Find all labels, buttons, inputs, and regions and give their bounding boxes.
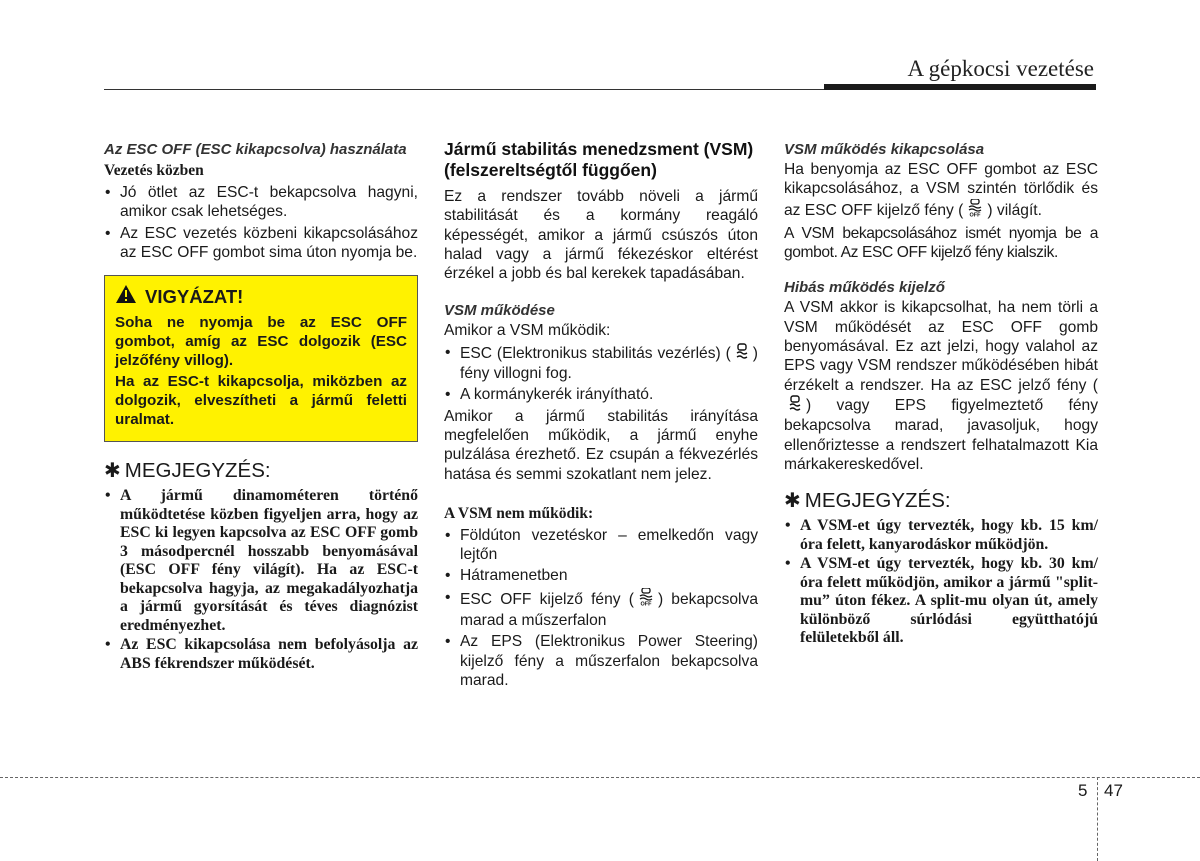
- esc-off-icon: [637, 588, 655, 611]
- vsm-operation-list: [444, 343, 758, 405]
- list-item: • A VSM-et úgy tervezték, hogy kb. 15 km/óra felett, kanyarodáskor működjön.: [784, 517, 1098, 554]
- svg-text:OFF: OFF: [640, 601, 652, 606]
- warning-title: VIGYÁZAT!: [145, 285, 244, 307]
- vsm-on-paragraph: A VSM bekapcsolásához ismét nyomja be a gombot. Az ESC OFF kijelző fény kialszik.: [784, 224, 1098, 262]
- note-list: [784, 517, 1098, 648]
- esc-off-icon: [966, 199, 984, 222]
- column-middle: [444, 134, 758, 692]
- note-title-row: [784, 488, 1098, 513]
- list-item: • A jármű dinamométeren történő működtetése közben figyeljen arra, hogy az ESC ki legyen kapcsolva az ESC OFF gomb 3 másodpercnél hosszabb benyomásával (ESC OFF fény világít). Ha az ESC-t bekapcsolva hagyja, az megakadályozhatja a jármű gyorsítását és téves diagnózist eredményezhet.: [104, 487, 418, 635]
- esc-indicator-icon: [734, 343, 750, 364]
- list-item: • Az ESC kikapcsolása nem befolyásolja az ABS fékrendszer működését.: [104, 636, 418, 673]
- list-item: • ESC OFF kijelző fény ( OFF ) bekapcsolva marad a műszerfalon: [444, 588, 758, 631]
- note-list: [104, 487, 418, 673]
- header-rule-accent: [824, 84, 1096, 90]
- note-star-icon: ✱: [784, 490, 801, 513]
- warning-text: Ha az ESC-t kikapcsolja, miközben az dolgozik, elveszítheti a jármű feletti uralmat.: [115, 373, 407, 429]
- vsm-section-heading: Jármű stabilitás menedzsment (VSM) (felszereltségtől függően): [444, 139, 754, 180]
- fault-paragraph: A VSM akkor is kikapcsolhat, ha nem törli a VSM működését az ESC OFF gomb benyomásával. Ez azt jelzi, hogy valahol az EPS vagy VSM rendszer működésében hibát érzékelt a rendszer. Ha az ESC jelző fény () vagy EPS figyelmeztető fény bekapcsolva marad, javasoljuk, hogy ellenőriztesse a rendszert felhatalmazott Kia márkakereskedővel.: [784, 299, 1098, 473]
- list-item: • Jó ötlet az ESC-t bekapcsolva hagyni, amikor csak lehetséges.: [104, 183, 418, 222]
- list-item: • Az ESC vezetés közbeni kikapcsolásához az ESC OFF gombot sima úton nyomja be.: [104, 224, 418, 263]
- vsm-off-paragraph: Ha benyomja az ESC OFF gombot az ESC kikapcsolásához, a VSM szintén törlődik és az ESC OFF kijelző fény ( OFF ) világít.: [784, 160, 1098, 222]
- footer-rule: [0, 777, 1200, 778]
- note-title: MEGJEGYZÉS:: [124, 458, 271, 482]
- esc-indicator-icon: [787, 395, 803, 416]
- list-item: • Földúton vezetéskor – emelkedőn vagy lejtőn: [444, 526, 758, 565]
- list-item: • A kormánykerék irányítható.: [444, 385, 758, 404]
- driving-subheading: Vezetés közben: [104, 162, 204, 179]
- note-title-row: [104, 458, 418, 483]
- page-number: 47: [1104, 781, 1123, 800]
- note-title: MEGJEGYZÉS:: [804, 488, 951, 512]
- list-item: • Az EPS (Elektronikus Power Steering) kijelző fény a műszerfalon bekapcsolva marad.: [444, 632, 758, 690]
- warning-triangle-icon: [115, 284, 137, 309]
- vsm-intro-paragraph: Ez a rendszer tovább növeli a jármű stabilitását és a kormány reagáló képességét, amikor a jármű csúszós úton halad vagy a jármű fékezéskor eltérést érzékel a jobb és bal kerekek tapadásában.: [444, 188, 758, 283]
- footer-divider: [1097, 777, 1098, 861]
- list-item: • ESC (Elektronikus stabilitás vezérlés) ( ) fény villogni fog.: [444, 343, 758, 384]
- page-header-title: A gépkocsi vezetése: [907, 56, 1094, 81]
- vsm-not-working-list: [444, 526, 758, 690]
- vsm-off-heading: VSM működés kikapcsolása: [784, 141, 985, 158]
- vsm-not-working-heading: A VSM nem működik:: [444, 504, 594, 522]
- column-right: [784, 134, 1098, 650]
- warning-box: [104, 275, 418, 442]
- list-item: • Hátramenetben: [444, 566, 758, 585]
- list-item: • A VSM-et úgy tervezték, hogy kb. 30 km/óra felett működjön, amikor a jármű "split-mu” úton fékez. A split-mu olyan út, amely különböző súrlódási együtthatójú felületekből áll.: [784, 555, 1098, 648]
- fault-indicator-heading: Hibás működés kijelző: [784, 279, 945, 297]
- section-number: 5: [1078, 781, 1088, 800]
- svg-text:OFF: OFF: [969, 212, 981, 217]
- esc-off-heading: Az ESC OFF (ESC kikapcsolva) használata: [104, 141, 407, 158]
- vsm-operation-intro: Amikor a VSM működik:: [444, 322, 611, 340]
- note-star-icon: ✱: [104, 460, 121, 483]
- vsm-operation-heading: VSM működése: [444, 302, 555, 320]
- column-left: [104, 134, 418, 675]
- vsm-operation-paragraph: Amikor a jármű stabilitás irányítása megfelelően működik, a jármű enyhe pulzálása érezhető. Ez csupán a fékvezérlés hatása és semmi szokatlant nem jelez.: [444, 407, 758, 483]
- warning-title-row: [115, 284, 407, 309]
- driving-bullet-list: [104, 183, 418, 262]
- warning-text: Soha ne nyomja be az ESC OFF gombot, amíg az ESC dolgozik (ESC jelzőfény villog).: [115, 314, 407, 370]
